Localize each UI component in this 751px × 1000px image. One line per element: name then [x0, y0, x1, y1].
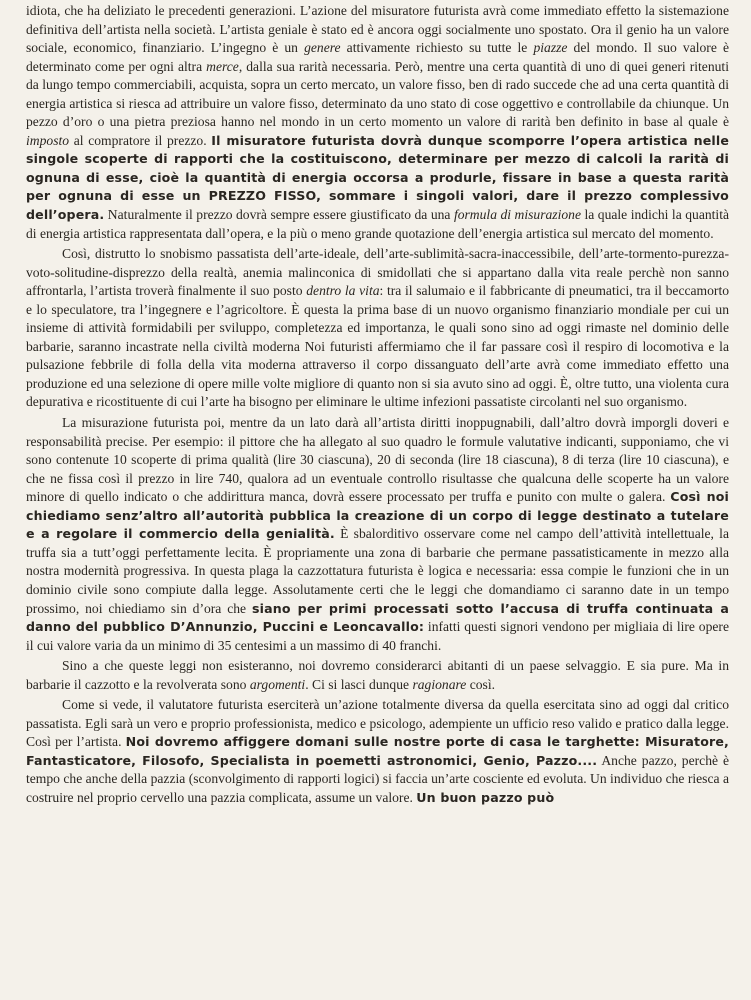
text-run: , dalla sua rarità necessaria. Però, mentre una certa quantità di uno di quei generi ritenuti da lungo tempo commerciabili, acquista, sopra un certo mercato, un valore fisso, ben di rado succede che ad una certa quantità di energia artistica si riesca ad attribuire un valore fisso, determinato da uno stato di cose oggettivo e controllabile da chiunque. Un pezzo d’oro o una pietra preziosa hanno nel mondo in un certo momento un valore di rarità ben definito in base al quale è: [26, 58, 729, 130]
bold-emphasis-run: Un buon pazzo può: [416, 789, 555, 805]
text-run: La misurazione futurista poi, mentre da un lato darà all’artista diritti inoppugnabili, dall’altro dovrà imporgli doveri e responsabilità precise. Per esempio: il pittore che ha allegato al suo quadro le formule valutative indicanti, supponiamo, che vi sono contenute 10 scoperte di prima qualità (lire 30 ciascuna), 20 di seconda (lire 18 ciascuna), 8 di terza (lire 10 ciascuna), e che ne fissa così il prezzo in lire 740, qualora ad un eventuale controllo risultasse che qualcuna delle scoperte ha un valore minore di quello indicato o che addirittura manca, dovrà essere processato per truffa e punito con multe o galera.: [26, 415, 729, 505]
text-run: del mondo. Il suo valore è determinato come per ogni altra: [26, 40, 729, 74]
text-run: infatti questi signori vendono per migliaia di lire opere il cui valore varia da un minimo di 35 centesimi a un massimo di 40 franchi.: [26, 619, 729, 653]
text-run: Anche pazzo, perchè è tempo che anche della pazzia (sconvolgimento di rapporti logici) si faccia un’arte cosciente ed evoluta. Un individuo che riesca a costruire nel proprio cervello una pazzia complicata, assume un valore.: [26, 752, 729, 805]
text-run: al compratore il prezzo.: [69, 132, 212, 148]
bold-emphasis-run: siano per primi processati sotto l’accusa di truffa continuata a danno del pubblico D’Annunzio, Puccini e Leoncavallo:: [26, 600, 729, 635]
text-run: Sino a che queste leggi non esisteranno, noi dovremo considerarci abitanti di un paese selvaggio. E sia pure. Ma in barbarie il cazzotto e la revolverata sono: [26, 658, 729, 692]
paragraph: [26, 2, 729, 243]
italic-run: piazze: [533, 40, 568, 56]
text-run: attivamente richiesto su tutte le: [340, 40, 534, 56]
bold-emphasis-run: Noi dovremo affiggere domani sulle nostre porte di casa le targhette: Misuratore, Fantasticatore, Filosofo, Specialista in poemetti astronomici, Genio, Pazzo....: [26, 734, 729, 768]
article-body: [26, 2, 729, 808]
italic-run: formula di misurazione: [453, 207, 581, 223]
italic-run: dentro la vita: [306, 283, 380, 299]
italic-run: genere: [304, 40, 341, 56]
text-run: È sbalorditivo osservare come nel campo dell’attività intellettuale, la truffa sia a tutt’oggi perfettamente lecita. È propriamente una zona di barbarie che permane passatisticamente in mezzo alla nostra modernità progressiva. In questa plaga la cazzottatura futurista è logica e necessaria: essa compie le funzioni che in un dominio civile sono compiute dalla legge. Assolutamente certi che le leggi che domandiamo ci saranno date in un tempo prossimo, noi chiediamo sin d’ora che: [26, 526, 729, 616]
text-run: Naturalmente il prezzo dovrà sempre essere giustificato da una: [104, 207, 454, 223]
text-run: Così, distrutto lo snobismo passatista dell’arte-ideale, dell’arte-sublimità-sacra-inaccessibile, dell’arte-tormento-purezza-voto-solitudine-disprezzo della realtà, anemia malinconica di smidollati che si appartano dalla vita reale perchè non sanno affrontarla, l’artista troverà finalmente il suo posto: [26, 246, 729, 299]
italic-run: imposto: [26, 132, 70, 148]
italic-run: argomenti: [249, 676, 306, 692]
paragraph: [26, 414, 729, 655]
text-run: la quale indichi la quantità di energia artistica rappresentata dall’opera, e la più o meno grande quotazione dell’energia artistica sul mercato del momento.: [26, 207, 730, 241]
paragraph: [26, 657, 729, 694]
text-run: . Ci si lasci dunque: [305, 676, 413, 692]
bold-emphasis-run: Il misuratore futurista dovrà dunque scomporre l’opera artistica nelle singole scoperte di rapporti che la costituiscono, determinare per mezzo di calcoli la rarità di ognuna di esse, cioè la quantità di energia occorsa a produrle, fissare in base a questa rarità per ognuna di esse un PREZZO FISSO, sommare i singoli valori, dare il prezzo complessivo dell’opera.: [26, 132, 730, 223]
paragraph: [26, 245, 729, 412]
bold-emphasis-run: Così noi chiediamo senz’altro all’autorità pubblica la creazione di un corpo di legge destinato a tutelare e a regolare il commercio della genialità.: [26, 489, 730, 542]
italic-run: ragionare: [412, 676, 467, 692]
text-run: così.: [466, 676, 496, 692]
text-run: Come si vede, il valutatore futurista eserciterà un’azione totalmente diversa da quella esercitata sino ad oggi dal critico passatista. Egli sarà un vero e proprio professionista, medico e psicologo, adempiente un ufficio reso valido e pratico dalla legge. Così per l’artista.: [26, 697, 729, 750]
text-run: : tra il salumaio e il fabbricante di pneumatici, tra il beccamorto e lo speculatore, tra l’ingegnere e l’agricoltore. È questa la prima base di un nuovo organismo finanziario mondiale per cui un insieme di attività formidabili per sviluppo, completezza ed importanza, le quali sono sino ad oggi rimaste nel dominio delle barbarie, saranno incastrate nella civiltà moderna Noi futuristi affermiamo che il far passare così il respiro di locomotiva e la pulsazione febbrile di folla della vita moderna attraverso il corpo dissanguato dell’arte avrà come immediato effetto una produzione ed una selezione di opere mille volte migliore di quanto non si sia avuto sino ad oggi. È, oltre tutto, una violenta cura depurativa e ricostituente di cui l’arte ha bisogno per eliminare le ultime infezioni passatiste circolanti nel suo organismo.: [26, 283, 730, 410]
text-run: idiota, che ha deliziato le precedenti generazioni. L’azione del misuratore futurista avrà come immediato effetto la sistemazione definitiva dell’artista nella società. L’artista geniale è stato ed è ancora oggi socialmente uno spostato. Ora il genio ha un valore sociale, economico, finanziario. L’ingegno è un: [26, 3, 729, 56]
paragraph: [26, 696, 729, 807]
italic-run: merce: [206, 58, 239, 74]
